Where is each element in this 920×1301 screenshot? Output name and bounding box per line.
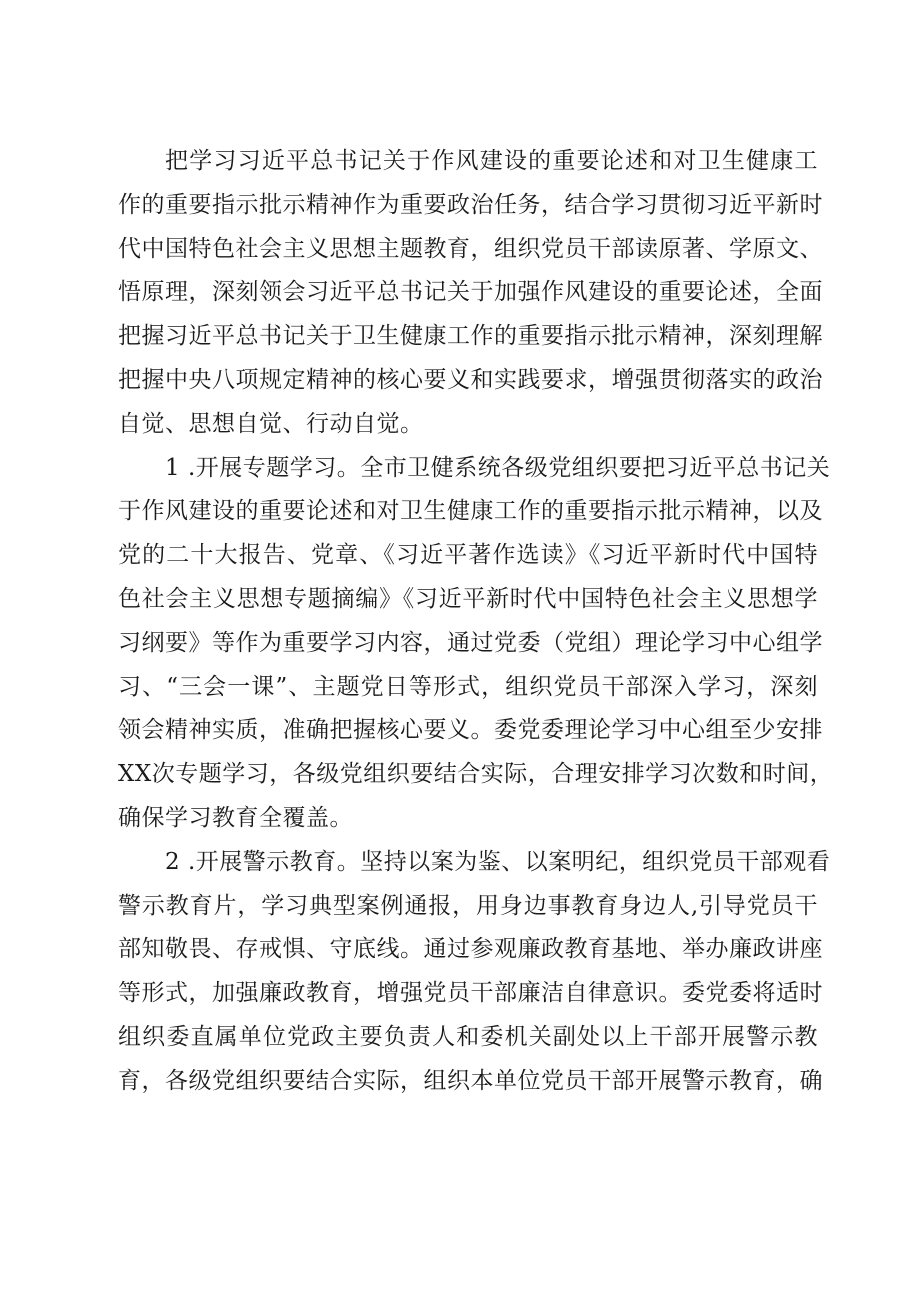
text-line: 部知敬畏、存戒惧、守底线。通过参观廉政教育基地、举办廉政讲座: [118, 936, 823, 963]
text-line: 把学习习近平总书记关于作风建设的重要论述和对卫生健康工: [165, 148, 818, 174]
text-line: 把握习近平总书记关于卫生健康工作的重要指示批示精神，深刻理解: [118, 323, 823, 350]
text-line: 作的重要指示批示精神作为重要政治任务，结合学习贯彻习近平新时: [118, 191, 823, 218]
text-line: 悟原理，深刻领会习近平总书记关于加强作风建设的重要论述，全面: [118, 279, 823, 306]
text-line: 于作风建设的重要论述和对卫生健康工作的重要指示批示精神，以及: [118, 498, 823, 525]
text-line: 把握中央八项规定精神的核心要义和实践要求，增强贯彻落实的政治: [118, 366, 823, 393]
text-line: 1 .开展专题学习。全市卫健系统各级党组织要把习近平总书记关: [165, 454, 831, 481]
text-line: XX次专题学习，各级党组织要结合实际，合理安排学习次数和时间，: [118, 761, 834, 788]
paragraph-intro: [118, 140, 823, 447]
paragraph-special-study: [118, 447, 834, 841]
text-line: 组织委直属单位党政主要负责人和委机关副处以上干部开展警示教: [118, 1023, 818, 1050]
text-line: 自觉、思想自觉、行动自觉。: [118, 410, 424, 437]
text-line: 育，各级党组织要结合实际，组织本单位党员干部开展警示教育，确: [118, 1067, 823, 1094]
text-line: 色社会主义思想专题摘编》《习近平新时代中国特色社会主义思想学: [118, 585, 818, 612]
text-line: 等形式，加强廉政教育，增强党员干部廉洁自律意识。委党委将适时: [118, 980, 823, 1007]
paragraph-warning-education: [118, 841, 831, 1104]
text-line: 领会精神实质，准确把握核心要义。委党委理论学习中心组至少安排: [118, 717, 823, 744]
document-body: [118, 140, 834, 1104]
text-line: 习纲要》等作为重要学习内容，通过党委（党组）理论学习中心组学: [118, 629, 823, 656]
text-line: 代中国特色社会主义思想主题教育，组织党员干部读原著、学原文、: [118, 235, 823, 262]
text-line: 确保学习教育全覆盖。: [118, 804, 353, 831]
text-line: 党的二十大报告、党章、《习近平著作选读》《习近平新时代中国特: [118, 542, 818, 569]
text-line: 习、“三会一课”、主题党日等形式，组织党员干部深入学习，深刻: [118, 673, 818, 700]
text-line: 2 .开展警示教育。坚持以案为鉴、以案明纪，组织党员干部观看: [165, 848, 831, 875]
text-line: 警示教育片，学习典型案例通报，用身边事教育身边人,引导党员干: [118, 892, 818, 919]
